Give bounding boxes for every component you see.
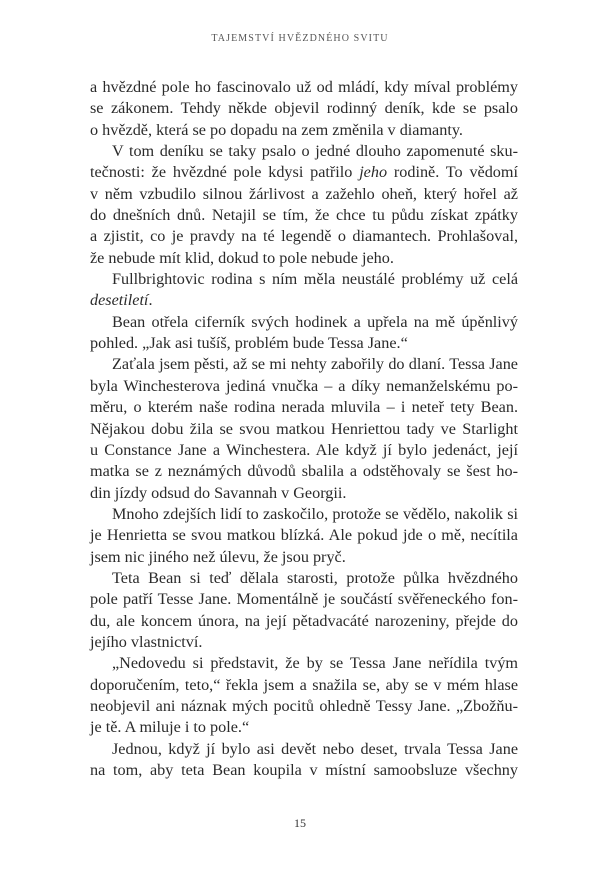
text-line: din jízdy odsud do Savannah v Georgii. — [90, 483, 347, 502]
text-line: Nějakou dobu žila se svou matkou Henriettou tady ve Starlight — [90, 419, 518, 438]
paragraph — [90, 77, 518, 141]
text-line: je Henrietta se svou matkou blízká. Ale pokud jde o mě, necítila — [90, 526, 518, 545]
text-line: du, ale koncem února, na její pětadvacáté narozeniny, přejde do — [90, 611, 518, 630]
text-line — [90, 290, 518, 311]
text-line: je tě. A miluje i to pole.“ — [90, 718, 250, 737]
text-line: pole patří Tesse Jane. Momentálně je součástí svěřeneckého fon- — [90, 590, 518, 609]
text-line: jsem nic jiného než úlevu, že jsou pryč. — [90, 547, 346, 566]
text-line: jejího vlastnictví. — [90, 632, 203, 651]
text-line: „Nedovedu si představit, že by se Tessa Jane neřídila tvým — [112, 654, 518, 673]
text-line: do dnešních dnů. Netajil se tím, že chce tu půdu získat zpátky — [90, 206, 518, 225]
text-line: o hvězdě, která se po dopadu na zem změnila v diamanty. — [90, 120, 463, 139]
text-line: u Constance Jane a Winchestera. Ale když jí bylo jedenáct, její — [90, 440, 518, 459]
paragraph — [90, 653, 518, 738]
paragraph — [90, 141, 518, 269]
paragraph — [90, 739, 518, 782]
text-segment: rodině. To vědomí — [387, 163, 518, 182]
paragraph — [90, 354, 518, 503]
paragraph — [90, 504, 518, 568]
text-line: že nebude mít klid, dokud to pole nebude jeho. — [90, 248, 394, 267]
running-head: TAJEMSTVÍ HVĚZDNÉHO SVITU — [211, 33, 389, 44]
text-line: se zákonem. Tehdy někde objevil rodinný deník, kde se psalo — [90, 99, 518, 118]
text-line: měru, o kterém naše rodina nerada mluvila – i neteř tety Bean. — [90, 398, 518, 417]
text-line: Fullbrightovic rodina s ním měla neustálé problémy už celá — [112, 270, 518, 289]
paragraph — [90, 568, 518, 653]
text-line: Teta Bean si teď dělala starosti, protože půlka hvězdného — [112, 568, 518, 587]
text-segment: tečnosti: že hvězdné pole kdysi patřilo — [90, 163, 360, 182]
text-line: neobjevil ani náznak mých pocitů ohledně Tessy Jane. „Zbožňu- — [90, 696, 518, 715]
text-line: matka se z neznámých důvodů sbalila a odstěhovaly se šest ho- — [90, 462, 518, 481]
text-line: doporučením, teto,“ řekla jsem a snažila se, aby se v mém hlase — [90, 675, 518, 694]
text-line: Bean otřela ciferník svých hodinek a upřela na mě úpěnlivý — [112, 312, 518, 331]
page-number: 15 — [294, 816, 306, 830]
paragraph — [90, 312, 518, 355]
text-line: byla Winchesterova jediná vnučka – a díky nemanželskému po- — [90, 376, 518, 395]
text-line: Mnoho zdejších lidí to zaskočilo, protože se vědělo, nakolik si — [112, 504, 518, 523]
text-segment: . — [148, 291, 153, 310]
text-line: V tom deníku se taky psalo o jedné dlouho zapomenuté sku- — [112, 142, 518, 161]
text-line — [90, 162, 518, 183]
paragraph — [90, 269, 518, 312]
text-line: na tom, aby teta Bean koupila v místní samoobsluze všechny — [90, 761, 518, 779]
emphasized-text: desetiletí — [90, 291, 149, 310]
text-line: v něm vzbudilo silnou žárlivost a zažehlo oheň, který hořel až — [90, 184, 518, 203]
text-line: Jednou, když jí bylo asi devět nebo deset, trvala Tessa Jane — [112, 739, 518, 758]
emphasized-text: jeho — [359, 163, 388, 182]
text-line: a hvězdné pole ho fascinovalo už od mládí, kdy míval problémy — [90, 78, 518, 96]
text-line: pohled. „Jak asi tušíš, problém bude Tessa Jane.“ — [90, 334, 408, 353]
body-text — [90, 77, 518, 781]
text-line: Zaťala jsem pěsti, až se mi nehty zabořily do dlaní. Tessa Jane — [112, 355, 518, 374]
text-line: a zjistit, co je pravdy na té legendě o diamantech. Prohlašoval, — [90, 227, 518, 246]
